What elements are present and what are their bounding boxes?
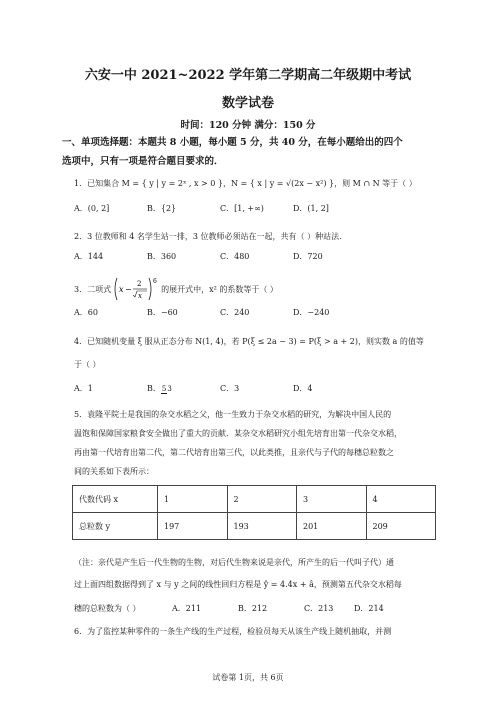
section-heading: 一、单项选择题：本题共 8 小题，每小题 5 分，共 40 分，在每小题给出的四个 (62, 137, 403, 148)
table-cell: 3 (297, 486, 367, 513)
option-c: C．480 (220, 252, 250, 261)
option-a: A．(0, 2] (74, 204, 110, 213)
question-6: 6．为了监控某种零件的一条生产线的生产过程，检验员每天从该生产线上随机抽取，并测 (74, 627, 392, 636)
question-5-note1: （注：亲代是产生后一代生物的生物，对后代生物来说是亲代，所产生的后一代叫子代）通 (74, 558, 394, 567)
option-b: B．360 (147, 252, 177, 261)
question-5-line1: 5．袁隆平院士是我国的杂交水稻之父，他一生致力于杂交水稻的研究，为解决中国人民的 (74, 410, 392, 419)
option-b (147, 383, 220, 394)
question-5-line2: 温饱和保障国家粮食安全做出了重大的贡献．某杂交水稻研究小组先培育出第一代杂交水稻， (74, 429, 402, 438)
option-b-fraction: 53 (161, 384, 172, 393)
table-cell: 193 (227, 513, 297, 540)
option-c: C．3 (220, 384, 240, 393)
table-cell: 1 (158, 486, 228, 513)
svg-text:6: 6 (153, 278, 157, 285)
option-b: B．212 (238, 604, 268, 613)
option-c: C．213 (304, 604, 334, 613)
option-d: D．−240 (293, 308, 330, 317)
page-footer: 试卷第 1页，共 6页 (212, 673, 284, 682)
section-heading-line2: 选项中，只有一项是符合题目要求的． (62, 156, 224, 167)
option-c: C．240 (220, 308, 250, 317)
data-table (72, 485, 436, 540)
option-d: D．(1, 2] (293, 204, 329, 213)
question-5-note2: 过上面四组数据得到了 x 与 y 之间的线性回归方程是 ŷ = 4.4x + â，预测第五代杂交水稻每 (74, 580, 402, 589)
question-3-suffix: 的展开式中，x² 的系数等于（ ） (161, 284, 278, 294)
option-d: D．4 (293, 384, 313, 393)
question-5-line3: 再由第一代培育出第二代，第二代培育出第三代，以此类推，且亲代与子代的每穗总粒数之 (74, 448, 394, 457)
exam-meta: 时间：120 分钟 满分：150 分 (180, 120, 316, 131)
table-cell: 2 (227, 486, 297, 513)
table-header-y: 总粒数 y (73, 513, 158, 540)
question-1-options (74, 203, 444, 214)
question-5-line4: 间的关系如下表所示： (74, 467, 154, 476)
table-row (73, 513, 436, 540)
option-a: A．211 (172, 604, 202, 613)
question-2: 2．3 位教师和 4 名学生站一排，3 位教师必须站在一起，共有（ ）种站法． (74, 232, 348, 241)
question-1: 1．已知集合 M = { y | y = 2ˣ , x > 0 }，N = { x | y = √(2x − x²) }，则 M ∩ N 等于（ ） (74, 179, 417, 188)
question-4-options (74, 383, 444, 394)
question-3-options (74, 307, 444, 318)
option-b: B．{2} (147, 204, 177, 213)
question-5-stem-end: 穗的总粒数为（ ） (74, 604, 141, 613)
exam-subtitle: 数学试卷 (221, 96, 274, 111)
option-a: A．144 (74, 252, 104, 261)
option-a: A．60 (74, 308, 98, 317)
table-cell: 209 (366, 513, 436, 540)
svg-text:x: x (138, 292, 143, 300)
option-d: D．214 (354, 604, 384, 613)
table-header-x: 代数代码 x (73, 486, 158, 513)
exam-title: 六安一中 2021~2022 学年第二学期高二年级期中考试 (84, 68, 412, 83)
table-row (73, 486, 436, 513)
option-d: D．720 (293, 252, 323, 261)
svg-text:2: 2 (137, 280, 142, 288)
table-cell: 201 (297, 513, 367, 540)
question-5-note3 (74, 599, 444, 618)
question-3 (74, 276, 444, 302)
question-4-line2: 于（ ） (74, 360, 101, 369)
svg-text:x: x (119, 285, 124, 294)
option-a: A．1 (74, 384, 93, 393)
binomial-expression (113, 276, 159, 302)
question-2-options (74, 251, 444, 262)
svg-text:−: − (125, 285, 132, 294)
table-cell: 4 (366, 486, 436, 513)
option-c: C．[1, +∞) (220, 204, 264, 213)
option-b-label: B． (147, 384, 161, 393)
option-b: B．−60 (147, 308, 178, 317)
question-4: 4．已知随机变量 ξ 服从正态分布 N(1, 4)，若 P(ξ ≤ 2a − 3) = P(ξ > a + 2)，则实数 a 的值等 (74, 337, 424, 346)
table-cell: 197 (158, 513, 228, 540)
question-3-prefix: 3．二项式 (74, 284, 112, 294)
